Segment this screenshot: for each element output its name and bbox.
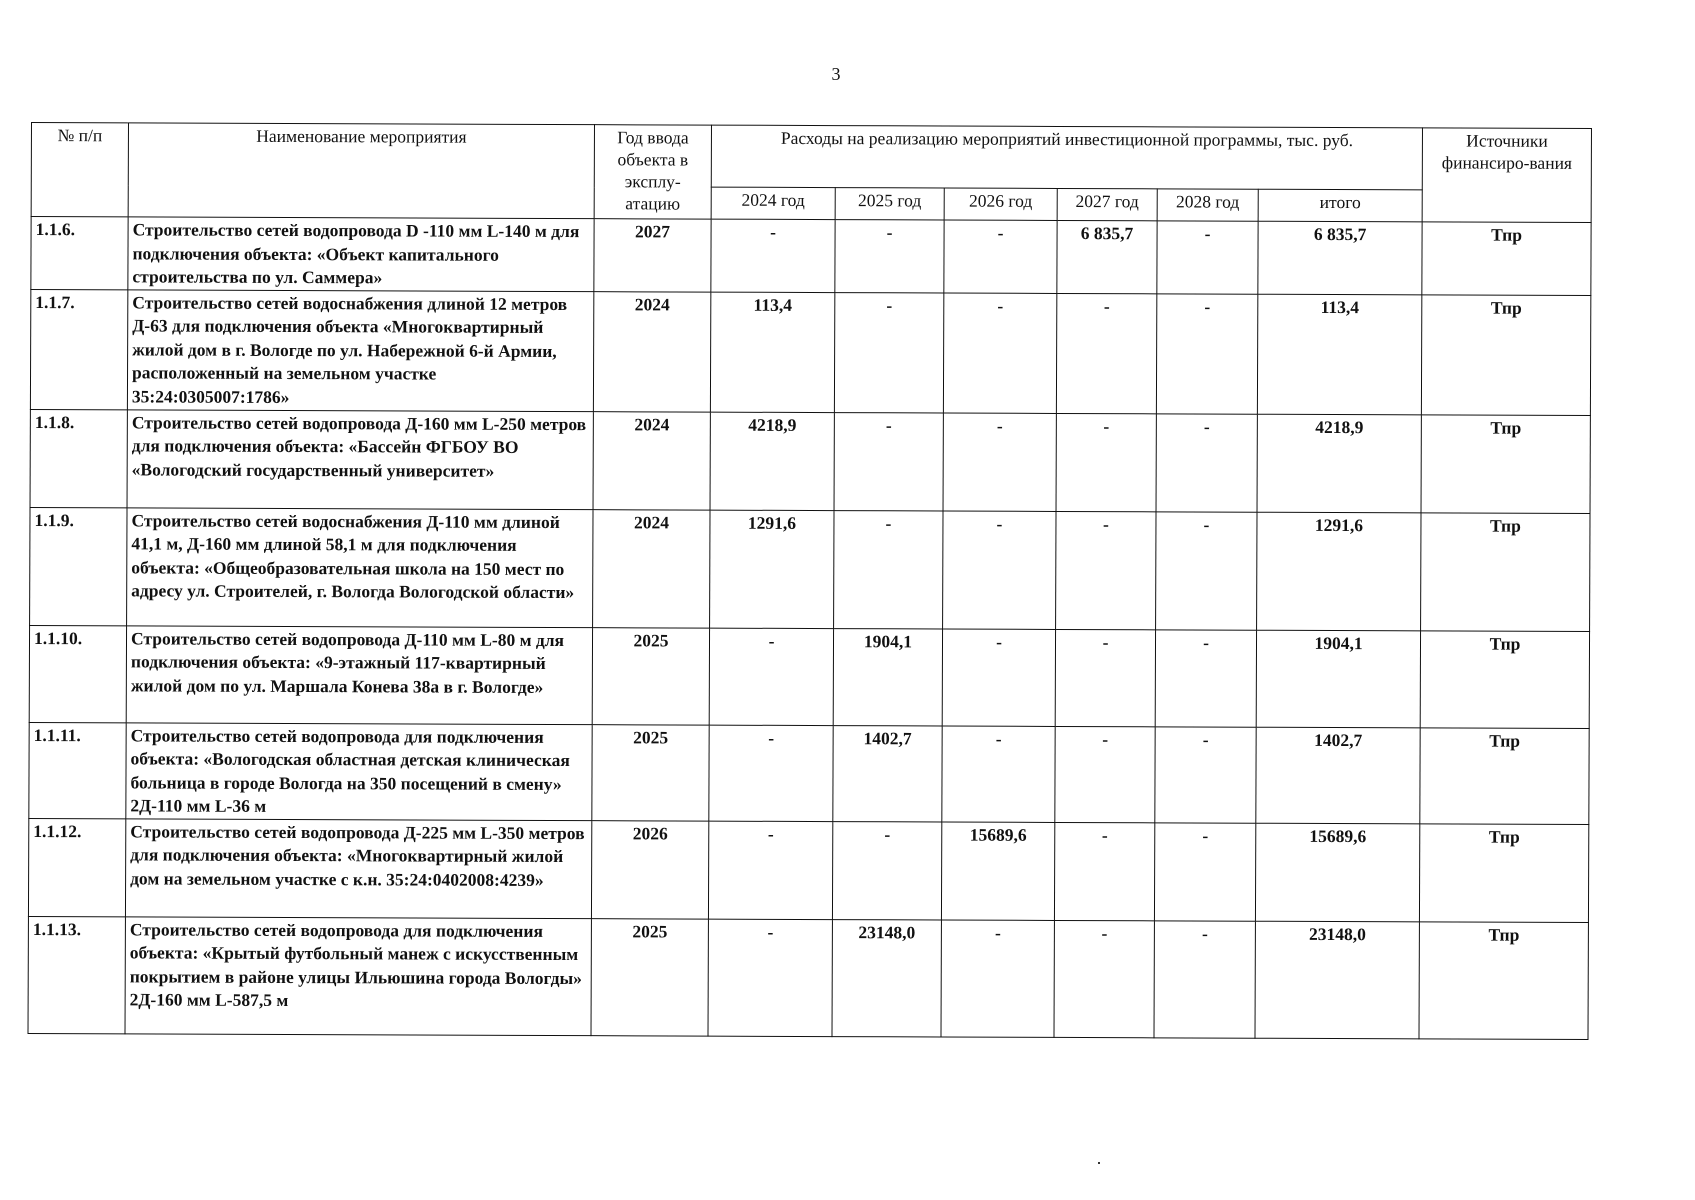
row-value-total: 1904,1 [1256, 630, 1420, 728]
table-row [28, 818, 1588, 922]
row-source: Тпр [1421, 512, 1590, 631]
header-row-top [31, 123, 1591, 191]
row-num: 1.1.8. [30, 409, 127, 507]
row-value-2026: - [941, 920, 1054, 1037]
row-value-2027: 6 835,7 [1057, 220, 1157, 293]
row-value-2028: - [1157, 221, 1258, 294]
row-value-2025: - [834, 510, 943, 628]
row-name: Строительство сетей водопровода для подключения объекта: «Крытый футбольный манеж с искусственным покрытием в районе улицы Ильюшина города Вологды» 2Д-160 мм L-587,5 м [125, 916, 591, 1035]
header-year-2028: 2028 год [1157, 189, 1258, 221]
row-value-2028: - [1154, 920, 1255, 1037]
scan-speck [1098, 1162, 1100, 1164]
row-value-2028: - [1156, 511, 1257, 629]
table-row [30, 289, 1590, 415]
row-year: 2025 [592, 724, 709, 820]
row-num: 1.1.7. [30, 289, 127, 409]
row-source: Тпр [1421, 414, 1590, 513]
header-name: Наименование мероприятия [128, 123, 594, 219]
row-value-2027: - [1054, 920, 1154, 1037]
table-row [28, 916, 1588, 1039]
header-num: № п/п [31, 123, 128, 217]
row-name: Строительство сетей водопровода Д-160 мм L-250 метров для подключения объекта: «Бассейн ФГБОУ ВО «Вологодский государственный университет» [127, 409, 593, 509]
row-value-2028: - [1155, 629, 1256, 726]
row-value-2027: - [1055, 629, 1155, 726]
row-value-total: 1291,6 [1257, 512, 1421, 631]
row-year: 2024 [593, 411, 710, 509]
row-value-2025: 1904,1 [833, 628, 942, 725]
table-row [31, 217, 1591, 295]
header-source: Источники финансиро-вания [1422, 128, 1591, 223]
header-year: Год ввода объекта в эксплу-атацию [594, 125, 711, 219]
page-number: 3 [831, 64, 841, 84]
table-row [30, 507, 1590, 631]
header-year-2027: 2027 год [1057, 188, 1157, 220]
row-value-2025: - [832, 821, 941, 919]
row-num: 1.1.12. [28, 818, 125, 916]
investment-program-table [28, 122, 1593, 1039]
table-row [29, 625, 1589, 728]
row-value-total: 113,4 [1257, 294, 1421, 415]
row-source: Тпр [1422, 222, 1591, 295]
row-value-2027: - [1056, 293, 1156, 413]
row-value-total: 6 835,7 [1258, 221, 1422, 294]
row-source: Тпр [1420, 630, 1589, 728]
row-year: 2025 [591, 918, 708, 1035]
row-name: Строительство сетей водопровода Д-110 мм L-80 м для подключения объекта: «9-этажный 117-квартирный жилой дом по ул. Маршала Конева 38а в г. Вологде» [126, 625, 592, 724]
header-year-2026: 2026 год [944, 188, 1057, 220]
row-num: 1.1.10. [29, 625, 126, 722]
row-value-2026: - [943, 511, 1056, 629]
row-name: Строительство сетей водоснабжения Д-110 мм длиной 41,1 м, Д-160 мм длиной 58,1 м для подключения объекта: «Общеобразовательная школа на 150 мест по адресу ул. Строителей, г. Вологда Вологодской области» [127, 507, 593, 627]
row-name: Строительство сетей водопровода D -110 мм L-140 м для подключения объекта: «Объект капитального строительства по ул. Саммера» [128, 217, 594, 291]
row-value-2026: - [944, 220, 1057, 293]
row-source: Тпр [1419, 823, 1588, 922]
row-value-2025: - [834, 412, 943, 510]
header-year-2025: 2025 год [835, 188, 944, 220]
row-value-2025: - [834, 292, 943, 412]
row-value-2026: - [942, 629, 1055, 726]
row-value-2028: - [1156, 413, 1257, 511]
row-value-2024: - [711, 219, 835, 292]
row-value-2024: - [709, 628, 833, 725]
table-row [29, 722, 1589, 824]
row-value-2024: 4218,9 [710, 412, 834, 510]
row-num: 1.1.6. [31, 217, 128, 290]
row-value-total: 4218,9 [1257, 414, 1421, 513]
row-name: Строительство сетей водопровода Д-225 мм L-350 метров для подключения объекта: «Многоквартирный жилой дом на земельном участке с к.н. 35:24:0402008:4239» [125, 818, 591, 918]
row-value-2024: 113,4 [710, 292, 834, 412]
row-value-2028: - [1156, 293, 1257, 413]
row-value-2024: - [708, 919, 832, 1036]
row-value-2026: 15689,6 [941, 822, 1054, 920]
row-value-2024: 1291,6 [710, 510, 834, 628]
row-value-2025: 1402,7 [833, 725, 942, 821]
row-value-total: 15689,6 [1255, 823, 1419, 922]
row-value-2027: - [1056, 413, 1156, 511]
row-value-2024: - [708, 821, 832, 919]
row-value-2025: - [835, 220, 944, 293]
row-value-2025: 23148,0 [832, 919, 941, 1036]
row-value-2026: - [942, 726, 1055, 822]
row-value-2027: - [1056, 511, 1156, 629]
row-year: 2024 [593, 509, 710, 627]
row-num: 1.1.11. [29, 722, 126, 818]
row-year: 2026 [591, 820, 708, 918]
row-value-2027: - [1055, 726, 1155, 822]
row-source: Тпр [1419, 921, 1588, 1039]
row-value-total: 1402,7 [1256, 727, 1420, 824]
header-year-2024: 2024 год [711, 187, 835, 219]
row-name: Строительство сетей водопровода для подключения объекта: «Вологодская областная детская клиническая больница в городе Вологда на 350 посещений в смену» 2Д-110 мм L-36 м [126, 722, 592, 820]
row-value-2026: - [943, 413, 1056, 511]
row-num: 1.1.9. [30, 507, 127, 625]
header-total: итого [1258, 189, 1422, 222]
row-year: 2027 [594, 219, 711, 292]
row-value-2027: - [1054, 822, 1154, 920]
header-costs-group: Расходы на реализацию мероприятий инвестиционной программы, тыс. руб. [711, 125, 1422, 190]
row-value-2028: - [1155, 726, 1256, 822]
row-source: Тпр [1421, 294, 1590, 415]
row-value-2028: - [1154, 822, 1255, 920]
row-value-2024: - [709, 725, 833, 821]
row-year: 2024 [593, 291, 710, 411]
row-year: 2025 [592, 627, 709, 724]
row-name: Строительство сетей водоснабжения длиной 12 метров Д-63 для подключения объекта «Многоквартирный жилой дом в г. Вологде по ул. Набережной 6-й Армии, расположенный на земельном участке 35:24:0305007:1786» [127, 289, 593, 411]
row-value-2026: - [943, 293, 1056, 413]
row-num: 1.1.13. [28, 916, 125, 1033]
row-value-total: 23148,0 [1255, 921, 1419, 1039]
row-source: Тпр [1420, 727, 1589, 824]
table-row [30, 409, 1590, 513]
